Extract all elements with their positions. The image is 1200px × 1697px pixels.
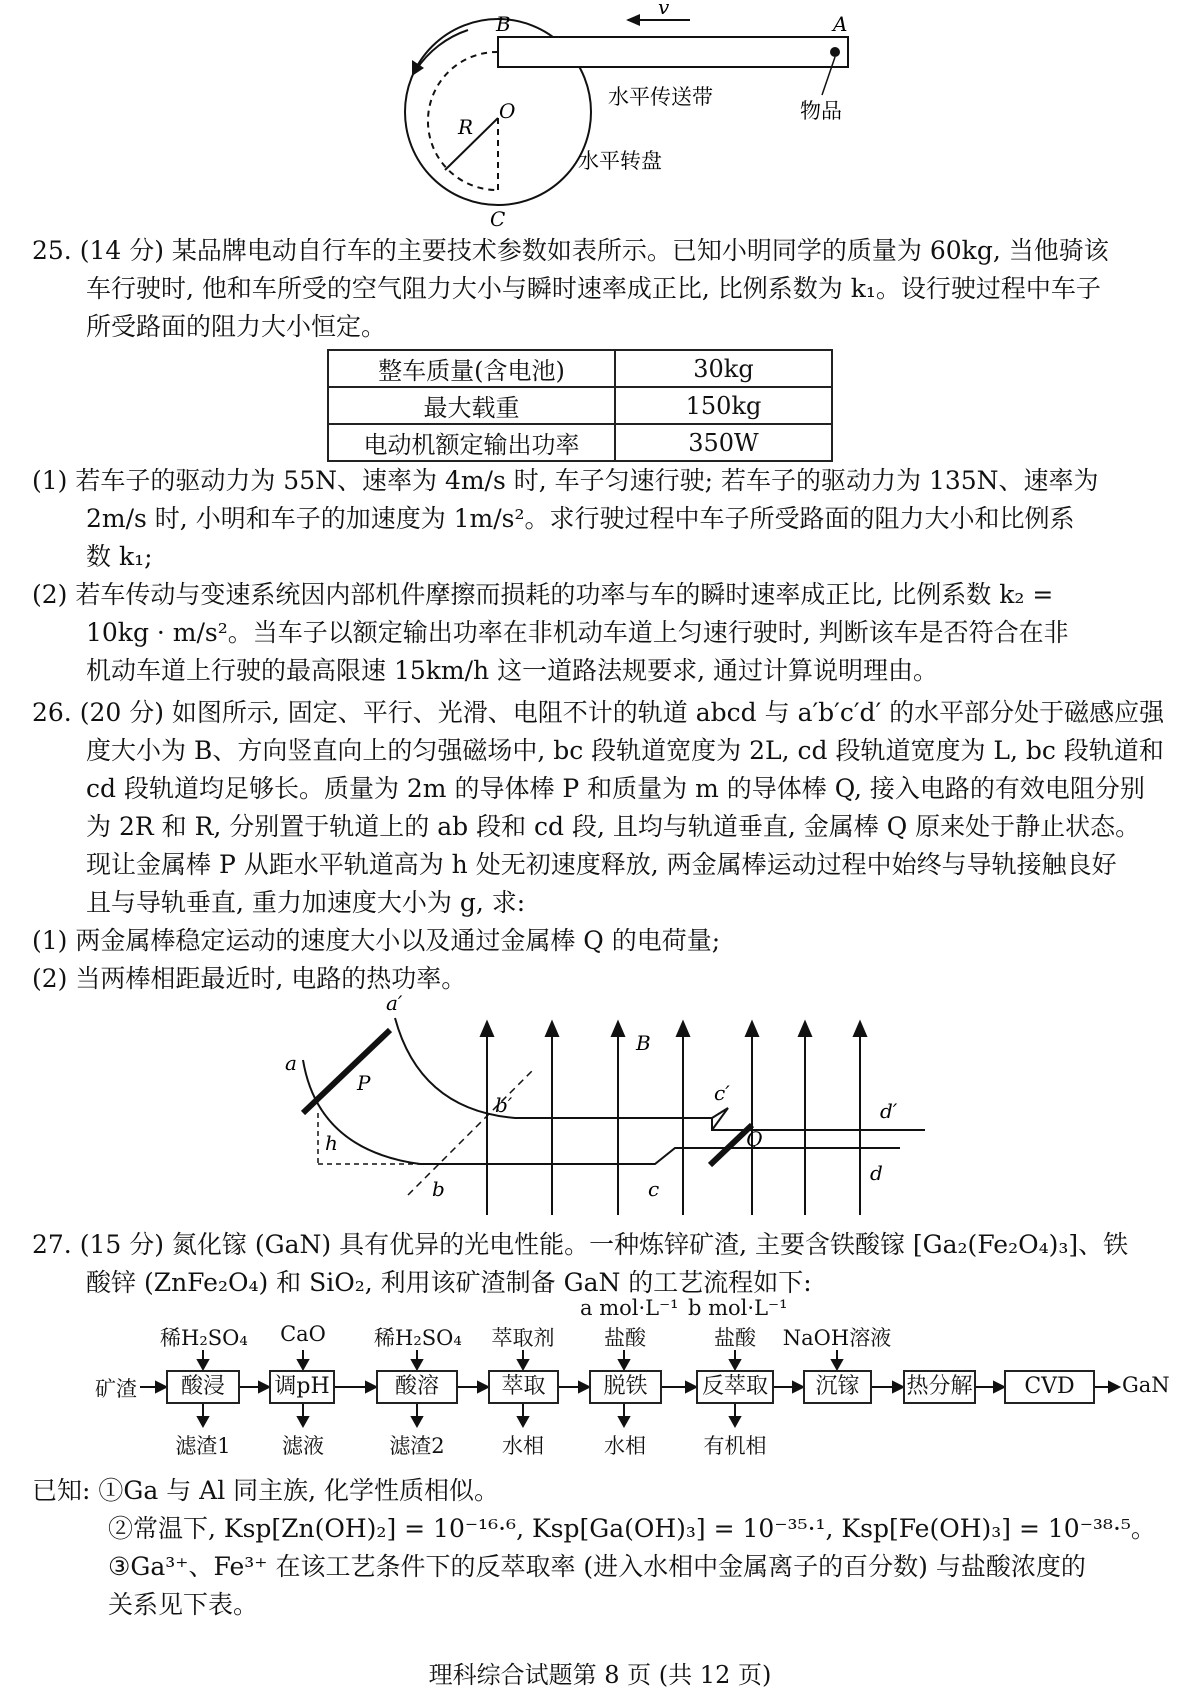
label-A: A xyxy=(833,12,848,36)
flow-output: 水相 xyxy=(502,1434,544,1458)
table-cell: 350W xyxy=(615,424,832,461)
q25-line-3: 所受路面的阻力大小恒定。 xyxy=(86,312,387,341)
table-cell: 最大载重 xyxy=(328,387,615,424)
table-row xyxy=(328,424,832,461)
q25-part2-line-2: 10kg · m/s²。当车子以额定输出功率在非机动车道上匀速行驶时, 判断该车是否符合在非 xyxy=(86,618,1069,647)
flow-step: 酸浸 xyxy=(166,1370,240,1404)
q26-line-5: 现让金属棒 P 从距水平轨道高为 h 处无初速度释放, 两金属棒运动过程中始终与导轨接触良好 xyxy=(86,850,1117,879)
flow-start: 矿渣 xyxy=(95,1377,137,1401)
table-cell: 电动机额定输出功率 xyxy=(328,424,615,461)
flow-input: NaOH溶液 xyxy=(782,1326,892,1350)
label-c-prime: c′ xyxy=(714,1081,730,1105)
flow-step: 萃取 xyxy=(488,1370,559,1404)
flow-step: 脱铁 xyxy=(589,1370,662,1404)
q25-part1-line-1: (1) 若车子的驱动力为 55N、速率为 4m/s 时, 车子匀速行驶; 若车子的驱动力为 135N、速率为 xyxy=(32,466,1099,495)
label-Q: Q xyxy=(746,1127,763,1151)
table-row xyxy=(328,350,832,387)
table-row xyxy=(328,387,832,424)
known-1: 已知: ①Ga 与 Al 同主族, 化学性质相似。 xyxy=(32,1476,500,1505)
label-item: 物品 xyxy=(800,99,842,123)
flow-step: 反萃取 xyxy=(696,1370,774,1404)
q26-line-6: 且与导轨垂直, 重力加速度大小为 g, 求: xyxy=(86,888,526,917)
q26-line-3: cd 段轨道均足够长。质量为 2m 的导体棒 P 和质量为 m 的导体棒 Q, 接入电路的有效电阻分别 xyxy=(86,774,1145,803)
label-O: O xyxy=(499,99,516,123)
label-b: b xyxy=(432,1177,445,1201)
flow-step: 酸溶 xyxy=(376,1370,458,1404)
q26-line-4: 为 2R 和 R, 分别置于轨道上的 ab 段和 cd 段, 且均与轨道垂直, 金属棒 Q 原来处于静止状态。 xyxy=(86,812,1141,841)
flow-input: CaO xyxy=(280,1322,326,1346)
flow-output: 滤渣2 xyxy=(389,1434,445,1458)
q25-part1-line-3: 数 k₁; xyxy=(86,542,153,571)
q25-part2-line-1: (2) 若车传动与变速系统因内部机件摩擦而损耗的功率与车的瞬时速率成正比, 比例系数 k₂ = xyxy=(32,580,1054,609)
label-d: d xyxy=(870,1161,883,1185)
label-b-prime: b′ xyxy=(495,1093,513,1117)
label-B-field: B xyxy=(636,1031,651,1055)
conveyor-turntable-figure xyxy=(0,0,1200,230)
table-cell: 150kg xyxy=(615,387,832,424)
q26-part2: (2) 当两棒相距最近时, 电路的热功率。 xyxy=(32,964,467,993)
label-C: C xyxy=(490,207,506,230)
q26-line-1: 26. (20 分) 如图所示, 固定、平行、光滑、电阻不计的轨道 abcd 与 a′b′c′d′ 的水平部分处于磁感应强 xyxy=(32,698,1165,727)
label-a: a xyxy=(285,1051,297,1075)
flow-output: 有机相 xyxy=(703,1434,767,1458)
label-B: B xyxy=(496,12,511,36)
flow-step: 调pH xyxy=(269,1370,335,1404)
q25-line-1: 25. (14 分) 某品牌电动自行车的主要技术参数如表所示。已知小明同学的质量为 60kg, 当他骑该 xyxy=(32,236,1109,265)
known-2: ②常温下, Ksp[Zn(OH)₂] = 10⁻¹⁶·⁶, Ksp[Ga(OH)₃] = 10⁻³⁵·¹, Ksp[Fe(OH)₃] = 10⁻³⁸·⁵。 xyxy=(108,1514,1156,1543)
flow-input: 稀H₂SO₄ xyxy=(160,1326,248,1350)
label-turntable: 水平转盘 xyxy=(578,149,662,173)
rails-figure xyxy=(0,990,1200,1230)
label-d-prime: d′ xyxy=(880,1099,898,1123)
label-c: c xyxy=(648,1177,660,1201)
label-h: h xyxy=(325,1131,338,1155)
page-footer: 理科综合试题第 8 页 (共 12 页) xyxy=(428,1661,772,1689)
label-a-prime: a′ xyxy=(386,991,403,1015)
known-3-line-2: 关系见下表。 xyxy=(108,1590,259,1619)
q25-line-2: 车行驶时, 他和车所受的空气阻力大小与瞬时速率成正比, 比例系数为 k₁。设行驶过程中车子 xyxy=(86,274,1101,303)
flow-output: 滤渣1 xyxy=(175,1434,231,1458)
question-25 xyxy=(32,232,1182,346)
flow-concentration-b: b mol·L⁻¹ xyxy=(688,1296,788,1320)
label-R: R xyxy=(458,115,474,139)
label-P: P xyxy=(357,1071,371,1095)
label-belt: 水平传送带 xyxy=(608,85,713,109)
flow-concentration-a: a mol·L⁻¹ xyxy=(580,1296,679,1320)
known-conditions xyxy=(32,1472,1182,1624)
known-3-line-1: ③Ga³⁺、Fe³⁺ 在该工艺条件下的反萃取率 (进入水相中金属离子的百分数) 与盐酸浓度的 xyxy=(108,1552,1086,1581)
q27-line-1: 27. (15 分) 氮化镓 (GaN) 具有优异的光电性能。一种炼锌矿渣, 主要含铁酸镓 [Ga₂(Fe₂O₄)₃]、铁 xyxy=(32,1230,1129,1259)
question-26 xyxy=(32,694,1182,998)
table-cell: 整车质量(含电池) xyxy=(328,350,615,387)
q25-part2-line-3: 机动车道上行驶的最高限速 15km/h 这一道路法规要求, 通过计算说明理由。 xyxy=(86,656,938,685)
table-cell: 30kg xyxy=(615,350,832,387)
flow-output: 滤液 xyxy=(282,1434,324,1458)
label-v: v xyxy=(658,0,670,19)
flow-output: 水相 xyxy=(604,1434,646,1458)
flow-end: GaN xyxy=(1122,1373,1170,1397)
q26-part1: (1) 两金属棒稳定运动的速度大小以及通过金属棒 Q 的电荷量; xyxy=(32,926,721,955)
q27-line-2: 酸锌 (ZnFe₂O₄) 和 SiO₂, 利用该矿渣制备 GaN 的工艺流程如下: xyxy=(86,1268,812,1297)
flow-step: 沉镓 xyxy=(803,1370,872,1404)
flow-input: 盐酸 xyxy=(714,1326,756,1350)
flow-input: 盐酸 xyxy=(604,1326,646,1350)
flow-input: 萃取剂 xyxy=(491,1326,555,1350)
q25-part1-line-2: 2m/s 时, 小明和车子的加速度为 1m/s²。求行驶过程中车子所受路面的阻力大小和比例系 xyxy=(86,504,1075,533)
q26-line-2: 度大小为 B、方向竖直向上的匀强磁场中, bc 段轨道宽度为 2L, cd 段轨道宽度为 L, bc 段轨道和 xyxy=(86,736,1164,765)
flow-step: CVD xyxy=(1004,1370,1095,1404)
question-25-parts xyxy=(32,462,1182,690)
question-27 xyxy=(32,1226,1182,1302)
spec-table xyxy=(327,349,833,462)
flow-input: 稀H₂SO₄ xyxy=(374,1326,462,1350)
flow-step: 热分解 xyxy=(903,1370,976,1404)
